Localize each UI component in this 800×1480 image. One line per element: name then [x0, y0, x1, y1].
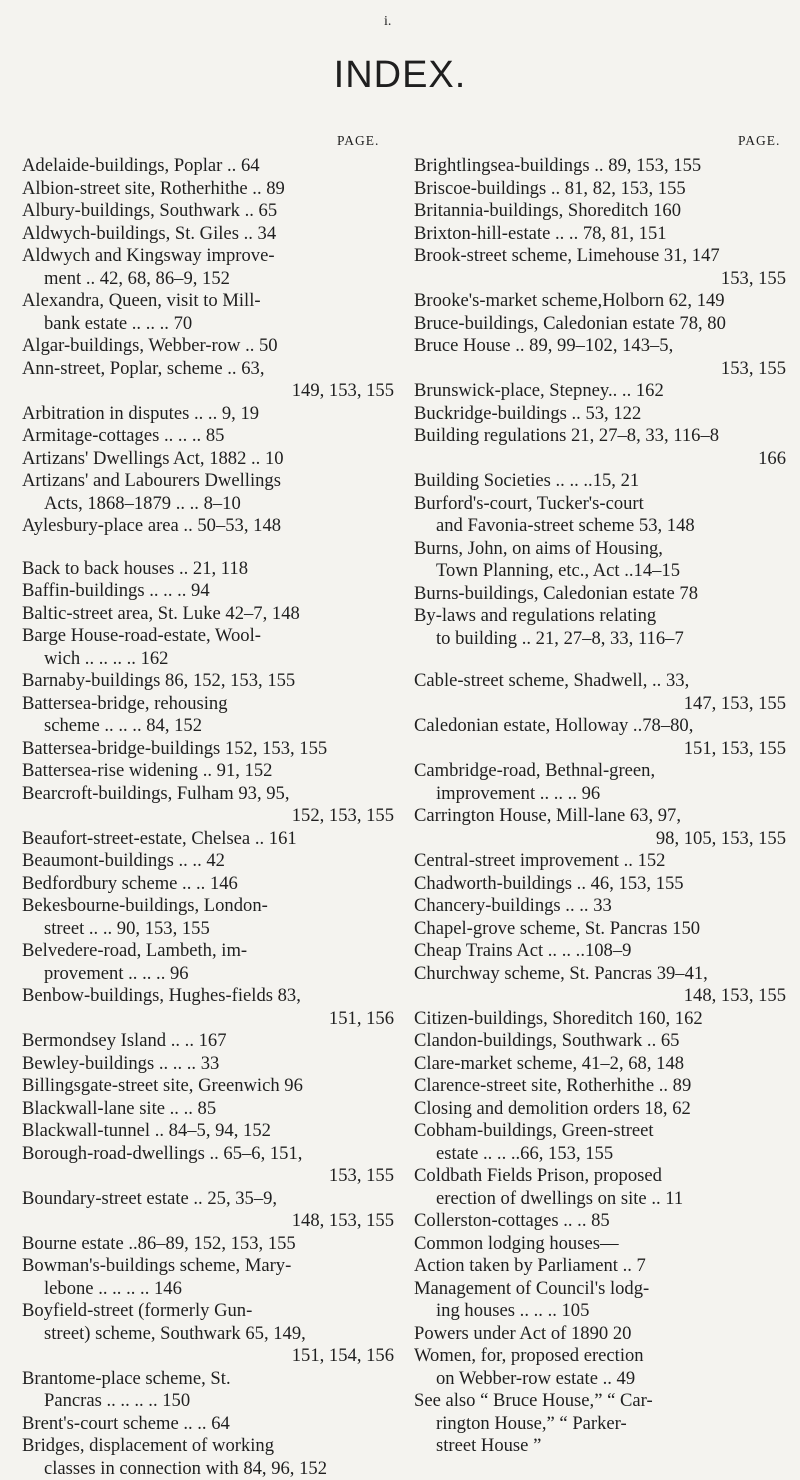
entry-heading-line: Common lodging houses— [414, 1233, 786, 1256]
index-entry [414, 1030, 786, 1053]
entry-continuation-line: wich .. .. .. .. 162 [22, 648, 394, 671]
entry-heading-line: Benbow-buildings, Hughes-fields 83, [22, 985, 394, 1008]
index-entry [414, 1053, 786, 1076]
entry-heading-line: Brixton-hill-estate .. .. 78, 81, 151 [414, 223, 786, 246]
entry-continuation-line: Town Planning, etc., Act ..14–15 [414, 560, 786, 583]
index-entry [414, 335, 786, 380]
entry-continuation-line: ing houses .. .. .. 105 [414, 1300, 786, 1323]
entry-heading-line: Clarence-street site, Rotherhithe .. 89 [414, 1075, 786, 1098]
entry-continuation-line: street) scheme, Southwark 65, 149, [22, 1323, 394, 1346]
entry-heading-line: Powers under Act of 1890 20 [414, 1323, 786, 1346]
index-entry [414, 290, 786, 313]
index-entry [414, 425, 786, 470]
index-entry [22, 603, 394, 626]
entry-heading-line: Barge House-road-estate, Wool- [22, 625, 394, 648]
index-entry [414, 715, 786, 760]
index-entry [22, 245, 394, 290]
entry-heading-line: Briscoe-buildings .. 81, 82, 153, 155 [414, 178, 786, 201]
entry-continuation-line: bank estate .. .. .. 70 [22, 313, 394, 336]
entry-continuation-line: provement .. .. .. 96 [22, 963, 394, 986]
section-gap [414, 650, 786, 670]
entry-heading-line: Battersea-rise widening .. 91, 152 [22, 760, 394, 783]
entry-heading-line: Brantome-place scheme, St. [22, 1368, 394, 1391]
entry-heading-line: Building Societies .. .. ..15, 21 [414, 470, 786, 493]
index-entry [22, 1188, 394, 1233]
entry-heading-line: Beaumont-buildings .. .. 42 [22, 850, 394, 873]
entry-heading-line: Clare-market scheme, 41–2, 68, 148 [414, 1053, 786, 1076]
index-entry [414, 470, 786, 493]
entry-heading-line: Chapel-grove scheme, St. Pancras 150 [414, 918, 786, 941]
index-entry [414, 1278, 786, 1323]
entry-continuation-line: street .. .. 90, 153, 155 [22, 918, 394, 941]
index-entry [414, 155, 786, 178]
entry-heading-line: Churchway scheme, St. Pancras 39–41, [414, 963, 786, 986]
index-entry [414, 670, 786, 715]
index-entry [22, 895, 394, 940]
entry-heading-line: Chadworth-buildings .. 46, 153, 155 [414, 873, 786, 896]
index-entry [22, 200, 394, 223]
entry-heading-line: Armitage-cottages .. .. .. 85 [22, 425, 394, 448]
entry-heading-line: Aylesbury-place area .. 50–53, 148 [22, 515, 394, 538]
entry-heading-line: Belvedere-road, Lambeth, im- [22, 940, 394, 963]
index-entry [22, 1255, 394, 1300]
entry-continuation-line: Acts, 1868–1879 .. .. 8–10 [22, 493, 394, 516]
entry-heading-line: Aldwych-buildings, St. Giles .. 34 [22, 223, 394, 246]
index-entry [22, 1300, 394, 1368]
index-entry [22, 783, 394, 828]
index-entry [22, 850, 394, 873]
entry-heading-line: Bruce-buildings, Caledonian estate 78, 80 [414, 313, 786, 336]
entry-continuation-line: classes in connection with 84, 96, 152 [22, 1458, 394, 1480]
page-folio: i. [384, 14, 391, 30]
index-entry [414, 1345, 786, 1390]
entry-heading-line: Barnaby-buildings 86, 152, 153, 155 [22, 670, 394, 693]
entry-heading-line: Bedfordbury scheme .. .. 146 [22, 873, 394, 896]
index-entry [414, 380, 786, 403]
entry-continuation-line: ment .. 42, 68, 86–9, 152 [22, 268, 394, 291]
entry-heading-line: Management of Council's lodg- [414, 1278, 786, 1301]
entry-continuation-line: 166 [414, 448, 786, 471]
entry-heading-line: Britannia-buildings, Shoreditch 160 [414, 200, 786, 223]
page-column-label-left: PAGE. [337, 133, 379, 149]
index-entry [22, 1435, 394, 1480]
index-entry [22, 448, 394, 471]
entry-heading-line: Brunswick-place, Stepney.. .. 162 [414, 380, 786, 403]
index-entry [22, 1368, 394, 1413]
index-entry [414, 805, 786, 850]
entry-heading-line: Closing and demolition orders 18, 62 [414, 1098, 786, 1121]
index-column-left [22, 155, 394, 1480]
index-entry [414, 918, 786, 941]
index-entry [22, 985, 394, 1030]
index-entry [414, 1323, 786, 1346]
index-entry [22, 1030, 394, 1053]
index-entry [22, 1233, 394, 1256]
entry-heading-line: Action taken by Parliament .. 7 [414, 1255, 786, 1278]
index-entry [22, 155, 394, 178]
entry-heading-line: Baffin-buildings .. .. .. 94 [22, 580, 394, 603]
entry-heading-line: Brightlingsea-buildings .. 89, 153, 155 [414, 155, 786, 178]
index-entry [22, 738, 394, 761]
index-entry [22, 1053, 394, 1076]
entry-continuation-line: 151, 153, 155 [414, 738, 786, 761]
entry-heading-line: Brooke's-market scheme,Holborn 62, 149 [414, 290, 786, 313]
entry-heading-line: Cambridge-road, Bethnal-green, [414, 760, 786, 783]
entry-heading-line: Alexandra, Queen, visit to Mill- [22, 290, 394, 313]
index-entry [414, 245, 786, 290]
entry-continuation-line: street House ” [414, 1435, 786, 1458]
entry-heading-line: Billingsgate-street site, Greenwich 96 [22, 1075, 394, 1098]
entry-heading-line: Cable-street scheme, Shadwell, .. 33, [414, 670, 786, 693]
entry-heading-line: Clandon-buildings, Southwark .. 65 [414, 1030, 786, 1053]
entry-heading-line: Central-street improvement .. 152 [414, 850, 786, 873]
index-column-right [414, 155, 786, 1458]
entry-heading-line: Chancery-buildings .. .. 33 [414, 895, 786, 918]
entry-heading-line: Bewley-buildings .. .. .. 33 [22, 1053, 394, 1076]
entry-heading-line: Boundary-street estate .. 25, 35–9, [22, 1188, 394, 1211]
entry-heading-line: Brook-street scheme, Limehouse 31, 147 [414, 245, 786, 268]
entry-heading-line: Battersea-bridge, rehousing [22, 693, 394, 716]
entry-heading-line: See also “ Bruce House,” “ Car- [414, 1390, 786, 1413]
index-entry [414, 583, 786, 606]
index-entry [22, 558, 394, 581]
entry-heading-line: Caledonian estate, Holloway ..78–80, [414, 715, 786, 738]
entry-heading-line: Ann-street, Poplar, scheme .. 63, [22, 358, 394, 381]
index-entry [414, 760, 786, 805]
index-entry [22, 1413, 394, 1436]
entry-continuation-line: 151, 154, 156 [22, 1345, 394, 1368]
entry-heading-line: Algar-buildings, Webber-row .. 50 [22, 335, 394, 358]
entry-heading-line: Collerston-cottages .. .. 85 [414, 1210, 786, 1233]
index-entry [414, 1075, 786, 1098]
index-entry [414, 940, 786, 963]
entry-continuation-line: 151, 156 [22, 1008, 394, 1031]
index-entry [22, 940, 394, 985]
entry-heading-line: Borough-road-dwellings .. 65–6, 151, [22, 1143, 394, 1166]
entry-continuation-line: lebone .. .. .. .. 146 [22, 1278, 394, 1301]
entry-heading-line: Artizans' and Labourers Dwellings [22, 470, 394, 493]
index-entry [22, 1075, 394, 1098]
entry-continuation-line: 153, 155 [414, 268, 786, 291]
entry-heading-line: Women, for, proposed erection [414, 1345, 786, 1368]
entry-continuation-line: 153, 155 [22, 1165, 394, 1188]
index-entry [414, 403, 786, 426]
entry-heading-line: Buckridge-buildings .. 53, 122 [414, 403, 786, 426]
entry-heading-line: Bearcroft-buildings, Fulham 93, 95, [22, 783, 394, 806]
index-entry [22, 290, 394, 335]
entry-heading-line: Arbitration in disputes .. .. 9, 19 [22, 403, 394, 426]
entry-heading-line: Back to back houses .. 21, 118 [22, 558, 394, 581]
index-entry [22, 760, 394, 783]
index-entry [22, 693, 394, 738]
index-entry [414, 493, 786, 538]
index-entry [414, 1098, 786, 1121]
index-entry [22, 425, 394, 448]
entry-continuation-line: 98, 105, 153, 155 [414, 828, 786, 851]
index-entry [22, 580, 394, 603]
index-entry [22, 873, 394, 896]
index-entry [22, 515, 394, 538]
entry-continuation-line: 153, 155 [414, 358, 786, 381]
entry-heading-line: Aldwych and Kingsway improve- [22, 245, 394, 268]
entry-heading-line: Albion-street site, Rotherhithe .. 89 [22, 178, 394, 201]
entry-heading-line: Citizen-buildings, Shoreditch 160, 162 [414, 1008, 786, 1031]
entry-heading-line: Bourne estate ..86–89, 152, 153, 155 [22, 1233, 394, 1256]
entry-continuation-line: to building .. 21, 27–8, 33, 116–7 [414, 628, 786, 651]
index-entry [22, 358, 394, 403]
index-entry [414, 605, 786, 650]
index-entry [22, 670, 394, 693]
entry-heading-line: Bruce House .. 89, 99–102, 143–5, [414, 335, 786, 358]
index-entry [414, 1233, 786, 1256]
index-entry [414, 178, 786, 201]
index-entry [414, 538, 786, 583]
index-entry [414, 1008, 786, 1031]
entry-heading-line: Blackwall-tunnel .. 84–5, 94, 152 [22, 1120, 394, 1143]
entry-heading-line: Battersea-bridge-buildings 152, 153, 155 [22, 738, 394, 761]
index-entry [22, 828, 394, 851]
entry-heading-line: Burns, John, on aims of Housing, [414, 538, 786, 561]
index-entry [414, 1210, 786, 1233]
entry-continuation-line: 147, 153, 155 [414, 693, 786, 716]
entry-heading-line: Cheap Trains Act .. .. ..108–9 [414, 940, 786, 963]
entry-heading-line: Bekesbourne-buildings, London- [22, 895, 394, 918]
entry-continuation-line: scheme .. .. .. 84, 152 [22, 715, 394, 738]
index-entry [22, 335, 394, 358]
entry-heading-line: Beaufort-street-estate, Chelsea .. 161 [22, 828, 394, 851]
index-entry [22, 1143, 394, 1188]
index-title: INDEX. [0, 54, 800, 97]
index-entry [414, 963, 786, 1008]
entry-heading-line: Burford's-court, Tucker's-court [414, 493, 786, 516]
entry-heading-line: Blackwall-lane site .. .. 85 [22, 1098, 394, 1121]
entry-heading-line: Bermondsey Island .. .. 167 [22, 1030, 394, 1053]
index-entry [414, 1120, 786, 1165]
entry-continuation-line: on Webber-row estate .. 49 [414, 1368, 786, 1391]
entry-heading-line: Artizans' Dwellings Act, 1882 .. 10 [22, 448, 394, 471]
entry-continuation-line: Pancras .. .. .. .. 150 [22, 1390, 394, 1413]
entry-continuation-line: erection of dwellings on site .. 11 [414, 1188, 786, 1211]
entry-continuation-line: estate .. .. ..66, 153, 155 [414, 1143, 786, 1166]
index-entry [414, 895, 786, 918]
entry-continuation-line: 148, 153, 155 [414, 985, 786, 1008]
entry-heading-line: Albury-buildings, Southwark .. 65 [22, 200, 394, 223]
index-entry [414, 1165, 786, 1210]
entry-heading-line: Adelaide-buildings, Poplar .. 64 [22, 155, 394, 178]
entry-continuation-line: 152, 153, 155 [22, 805, 394, 828]
entry-continuation-line: 149, 153, 155 [22, 380, 394, 403]
index-entry [22, 1098, 394, 1121]
index-entry [22, 178, 394, 201]
section-gap [22, 538, 394, 558]
entry-heading-line: Coldbath Fields Prison, proposed [414, 1165, 786, 1188]
entry-continuation-line: 148, 153, 155 [22, 1210, 394, 1233]
page-column-label-right: PAGE. [738, 133, 780, 149]
entry-continuation-line: and Favonia-street scheme 53, 148 [414, 515, 786, 538]
index-entry [414, 1390, 786, 1458]
index-entry [22, 470, 394, 515]
entry-heading-line: Baltic-street area, St. Luke 42–7, 148 [22, 603, 394, 626]
index-entry [414, 313, 786, 336]
entry-heading-line: Brent's-court scheme .. .. 64 [22, 1413, 394, 1436]
index-entry [22, 403, 394, 426]
entry-heading-line: Cobham-buildings, Green-street [414, 1120, 786, 1143]
entry-heading-line: Carrington House, Mill-lane 63, 97, [414, 805, 786, 828]
entry-continuation-line: improvement .. .. .. 96 [414, 783, 786, 806]
entry-heading-line: Burns-buildings, Caledonian estate 78 [414, 583, 786, 606]
index-entry [414, 200, 786, 223]
index-entry [414, 873, 786, 896]
index-entry [22, 625, 394, 670]
entry-heading-line: Boyfield-street (formerly Gun- [22, 1300, 394, 1323]
entry-heading-line: Bridges, displacement of working [22, 1435, 394, 1458]
index-entry [414, 850, 786, 873]
index-entry [22, 1120, 394, 1143]
entry-heading-line: Bowman's-buildings scheme, Mary- [22, 1255, 394, 1278]
entry-continuation-line: rington House,” “ Parker- [414, 1413, 786, 1436]
index-entry [414, 1255, 786, 1278]
entry-heading-line: By-laws and regulations relating [414, 605, 786, 628]
index-entry [414, 223, 786, 246]
index-entry [22, 223, 394, 246]
entry-heading-line: Building regulations 21, 27–8, 33, 116–8 [414, 425, 786, 448]
